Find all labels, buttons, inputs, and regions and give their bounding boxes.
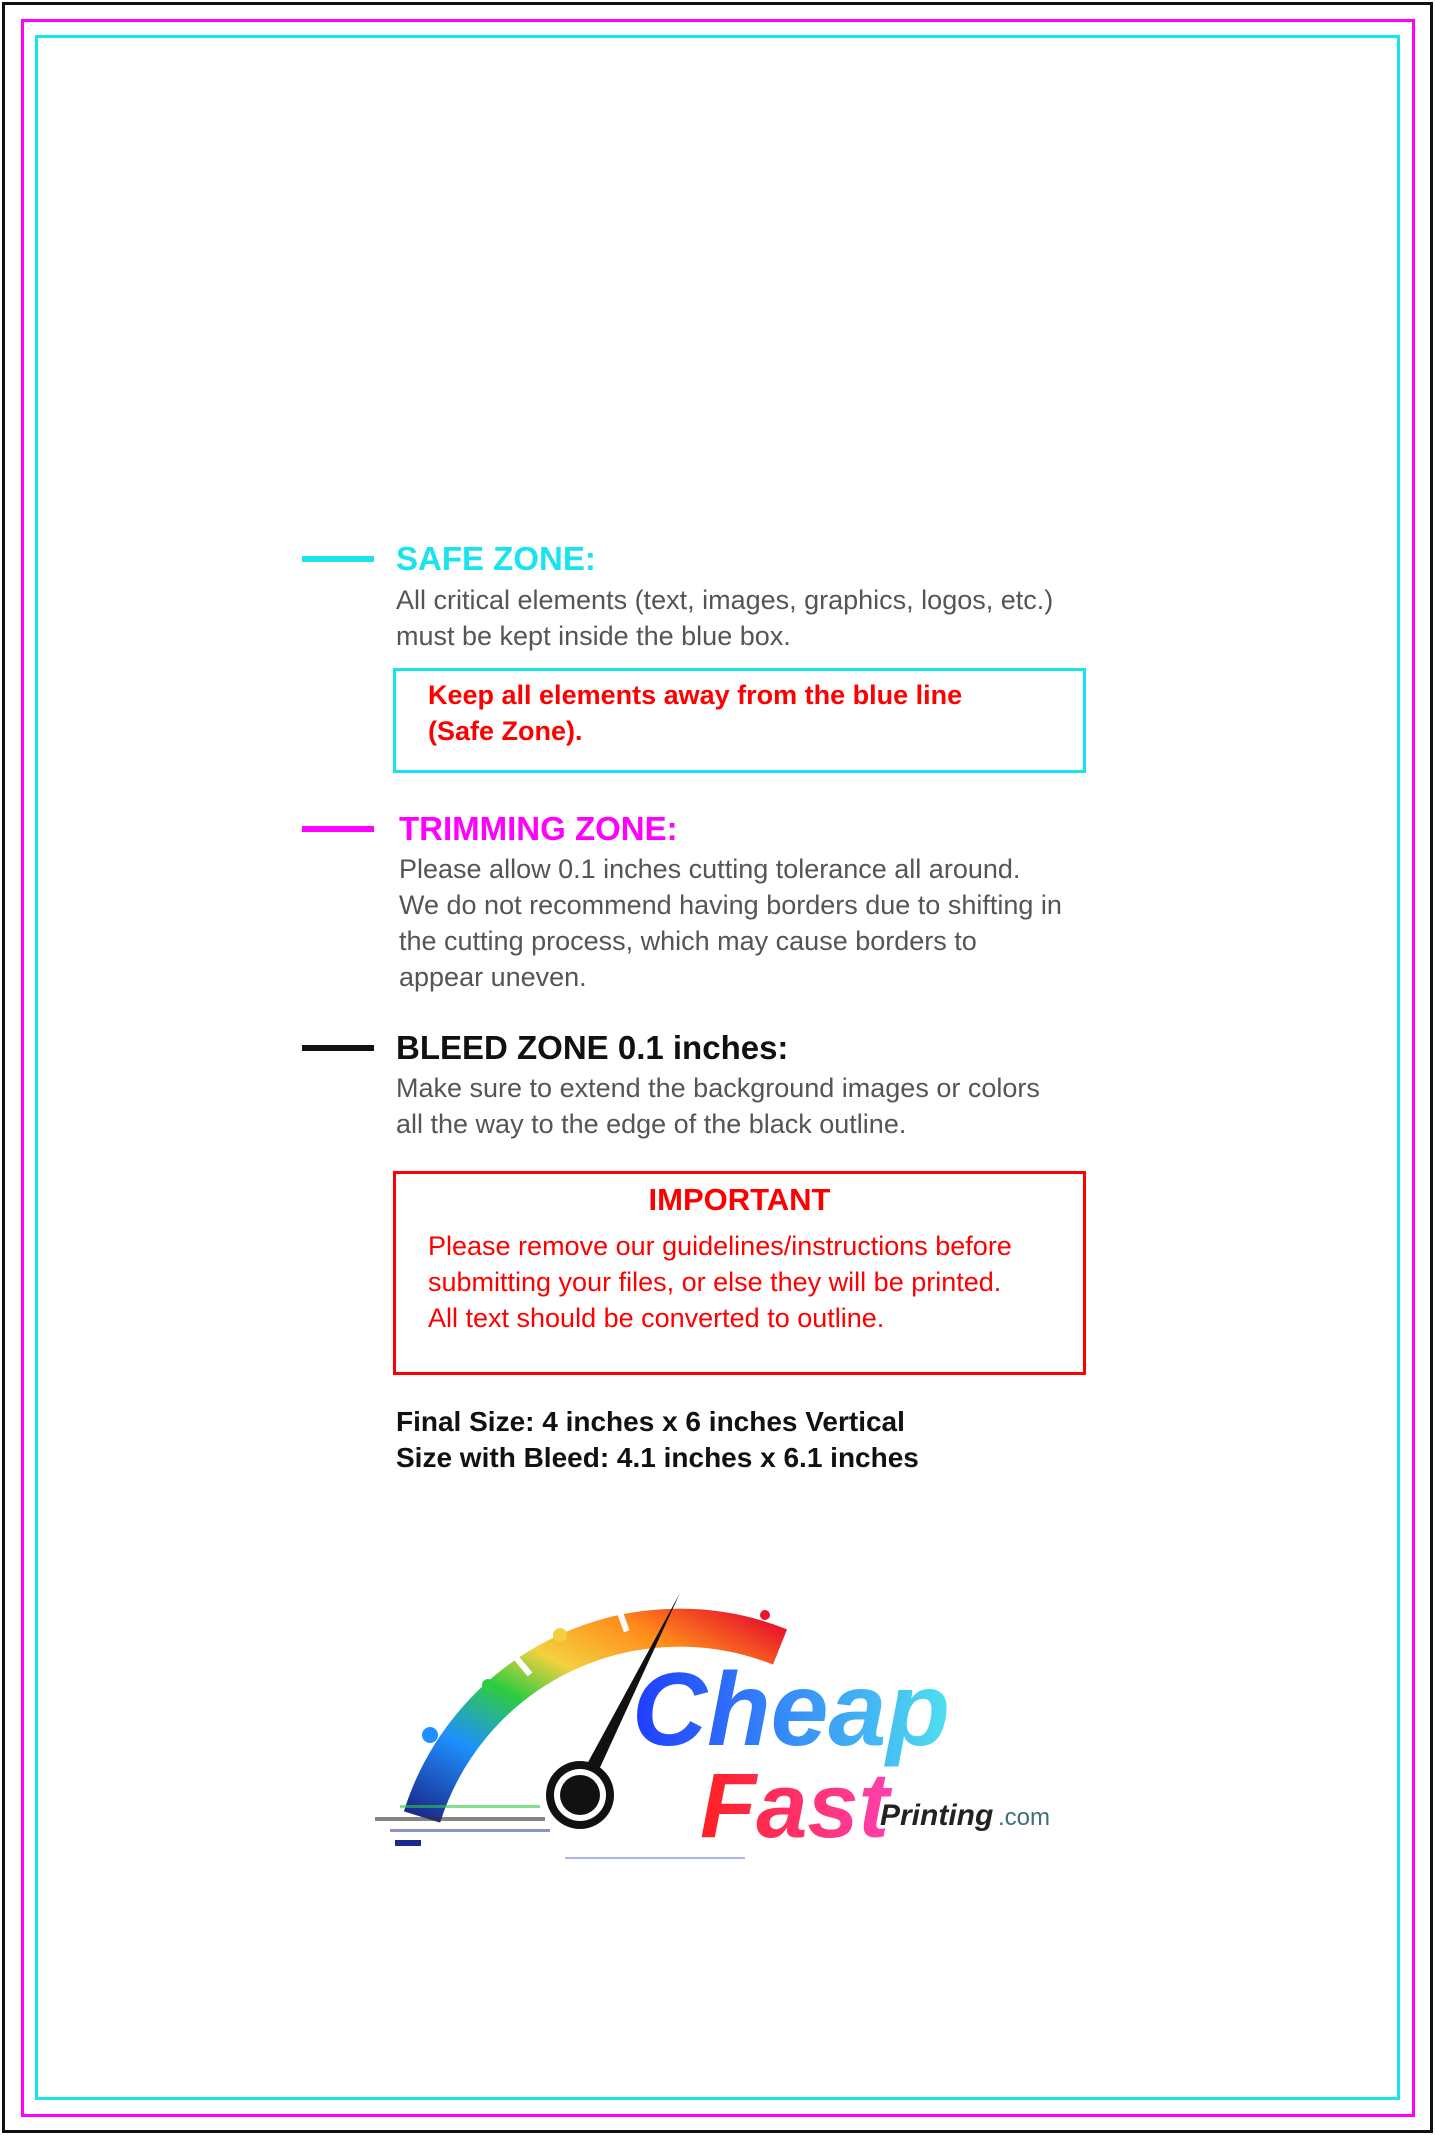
final-size-text: Final Size: 4 inches x 6 inches Vertical (396, 1406, 905, 1437)
important-line-1: Please remove our guidelines/instructions before (428, 1231, 1012, 1261)
safe-zone-line-2: must be kept inside the blue box. (396, 621, 791, 651)
trimming-zone-line-2: We do not recommend having borders due to shifting in (399, 890, 1062, 920)
important-line-2: submitting your files, or else they will be printed. (428, 1267, 1002, 1297)
trimming-zone-line-1: Please allow 0.1 inches cutting tolerance all around. (399, 854, 1021, 884)
logo-word-printing: Printing (880, 1799, 994, 1832)
bleed-zone-line-2: all the way to the edge of the black outline. (396, 1109, 907, 1139)
logo-word-cheap: Cheap (632, 1652, 950, 1768)
trimming-zone-description (399, 851, 1062, 995)
logo-graphic (370, 1555, 1070, 1875)
bleed-zone-title: BLEED ZONE 0.1 inches: (396, 1029, 789, 1066)
safe-zone-description (396, 582, 1053, 654)
bleed-zone-line-1: Make sure to extend the background images or colors (396, 1073, 1040, 1103)
cheap-fast-printing-logo (370, 1555, 1070, 1875)
logo-word-fast: Fast (700, 1755, 890, 1857)
important-line-3: All text should be converted to outline. (428, 1303, 885, 1333)
size-info (396, 1404, 919, 1476)
important-body (428, 1228, 1012, 1336)
bleed-zone-swatch (302, 1045, 374, 1051)
important-title: IMPORTANT (648, 1182, 831, 1217)
safe-zone-title: SAFE ZONE: (396, 540, 596, 577)
safe-zone-swatch (302, 556, 374, 562)
important-box (393, 1171, 1086, 1375)
safe-zone-note-line-1: Keep all elements away from the blue line (428, 680, 963, 710)
safe-zone-note-box (393, 668, 1086, 773)
trimming-zone-line-4: appear uneven. (399, 962, 587, 992)
bleed-zone-description (396, 1070, 1040, 1142)
safe-zone-note-line-2: (Safe Zone). (428, 716, 583, 746)
safe-zone-line-1: All critical elements (text, images, graphics, logos, etc.) (396, 585, 1054, 615)
trimming-zone-title: TRIMMING ZONE: (399, 810, 678, 847)
logo-domain-suffix: .com (998, 1804, 1051, 1831)
bleed-size-text: Size with Bleed: 4.1 inches x 6.1 inches (396, 1442, 919, 1473)
trimming-zone-swatch (302, 826, 374, 832)
trimming-zone-line-3: the cutting process, which may cause borders to (399, 926, 977, 956)
